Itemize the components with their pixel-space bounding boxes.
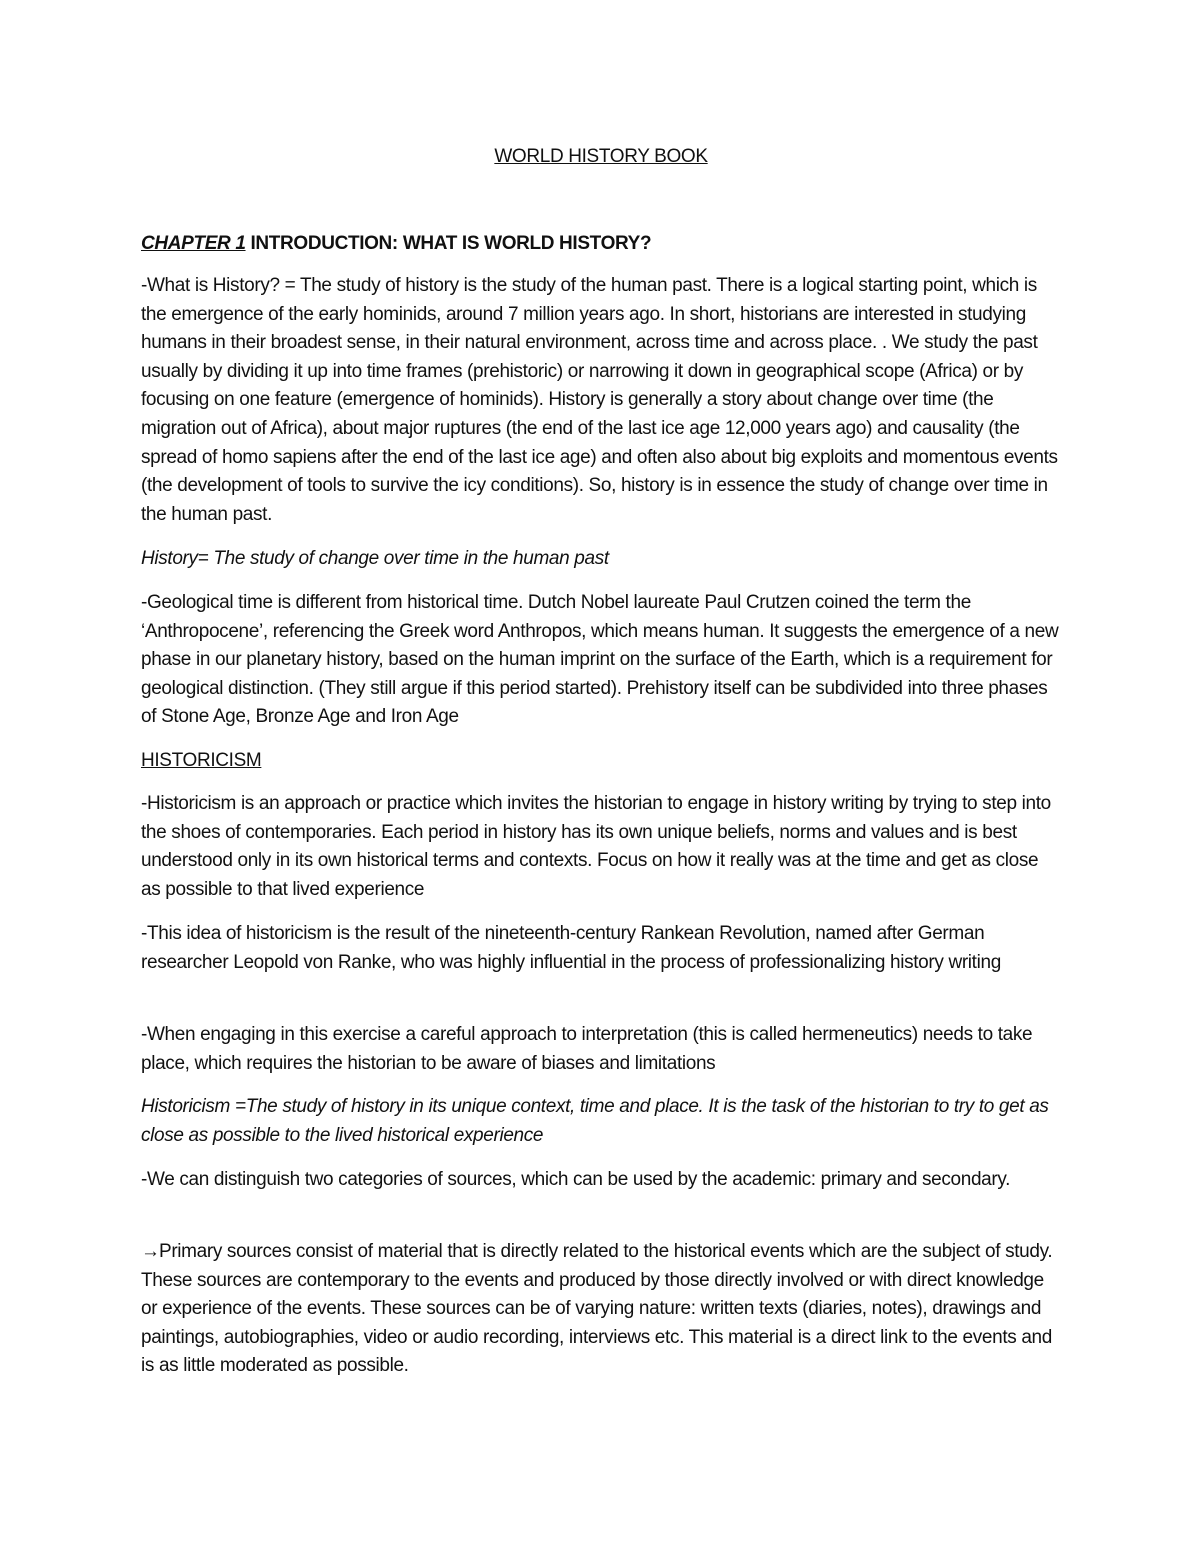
paragraph-geological-time: -Geological time is different from historical time. Dutch Nobel laureate Paul Crutzen coined the term the ‘Anthropocene’, referencing the Greek word Anthropos, which means human. It suggests the emergence of a new phase in our planetary history, based on the human imprint on the surface of the Earth, which is a requirement for geological distinction. (They still argue if this period started). Prehistory itself can be subdivided into three phases of Stone Age, Bronze Age and Iron Age xyxy=(141,592,1059,728)
paragraph-source-categories: -We can distinguish two categories of sources, which can be used by the academic: primary and secondary. xyxy=(141,1169,1011,1190)
primary-sources-text: Primary sources consist of material that is directly related to the historical events which are the subject of study. These sources are contemporary to the events and produced by those directly involved or with direct knowledge or experience of the events. These sources can be of varying nature: written texts (diaries, notes), drawings and paintings, autobiographies, video or audio recording, interviews etc. This material is a direct link to the events and is as little moderated as possible. xyxy=(141,1241,1053,1377)
paragraph-historicism-approach: -Historicism is an approach or practice which invites the historian to engage in history writing by trying to step into the shoes of contemporaries. Each period in history has its own unique beliefs, norms and values and is best understood only in its own historical terms and contexts. Focus on how it really was at the time and get as close as possible to that lived experience xyxy=(141,793,1051,900)
chapter-heading xyxy=(141,230,651,259)
heading-historicism: HISTORICISM xyxy=(141,750,262,771)
document-title: WORLD HISTORY BOOK xyxy=(494,146,708,167)
definition-history: History= The study of change over time in the human past xyxy=(141,548,609,569)
chapter-label: CHAPTER 1 xyxy=(141,233,246,254)
paragraph-what-is-history: -What is History? = The study of history is the study of the human past. There is a logical starting point, which is the emergence of the early hominids, around 7 million years ago. In short, historians are interested in studying humans in their broadest sense, in their natural environment, across time and across place. . We study the past usually by dividing it up into time frames (prehistoric) or narrowing it down in geographical scope (Africa) or by focusing on one feature (emergence of hominids). History is generally a story about change over time (the migration out of Africa), about major ruptures (the end of the last ice age 12,000 years ago) and causality (the spread of homo sapiens after the end of the last ice age) and often also about big exploits and momentous events (the development of tools to survive the icy conditions). So, history is in essence the study of change over time in the human past. xyxy=(141,275,1058,525)
definition-historicism: Historicism =The study of history in its unique context, time and place. It is the task of the historian to try to get as close as possible to the lived historical experience xyxy=(141,1096,1049,1146)
document-page xyxy=(141,0,1061,1553)
right-arrow-icon: → xyxy=(141,1241,160,1262)
paragraph-primary-sources xyxy=(141,1238,1061,1381)
chapter-title: INTRODUCTION: WHAT IS WORLD HISTORY? xyxy=(245,233,652,254)
paragraph-rankean-revolution: -This idea of historicism is the result of the nineteenth-century Rankean Revolution, named after German researcher Leopold von Ranke, who was highly influential in the process of professionalizing history writing xyxy=(141,923,1001,973)
paragraph-hermeneutics: -When engaging in this exercise a careful approach to interpretation (this is called hermeneutics) needs to take place, which requires the historian to be aware of biases and limitations xyxy=(141,1024,1033,1074)
